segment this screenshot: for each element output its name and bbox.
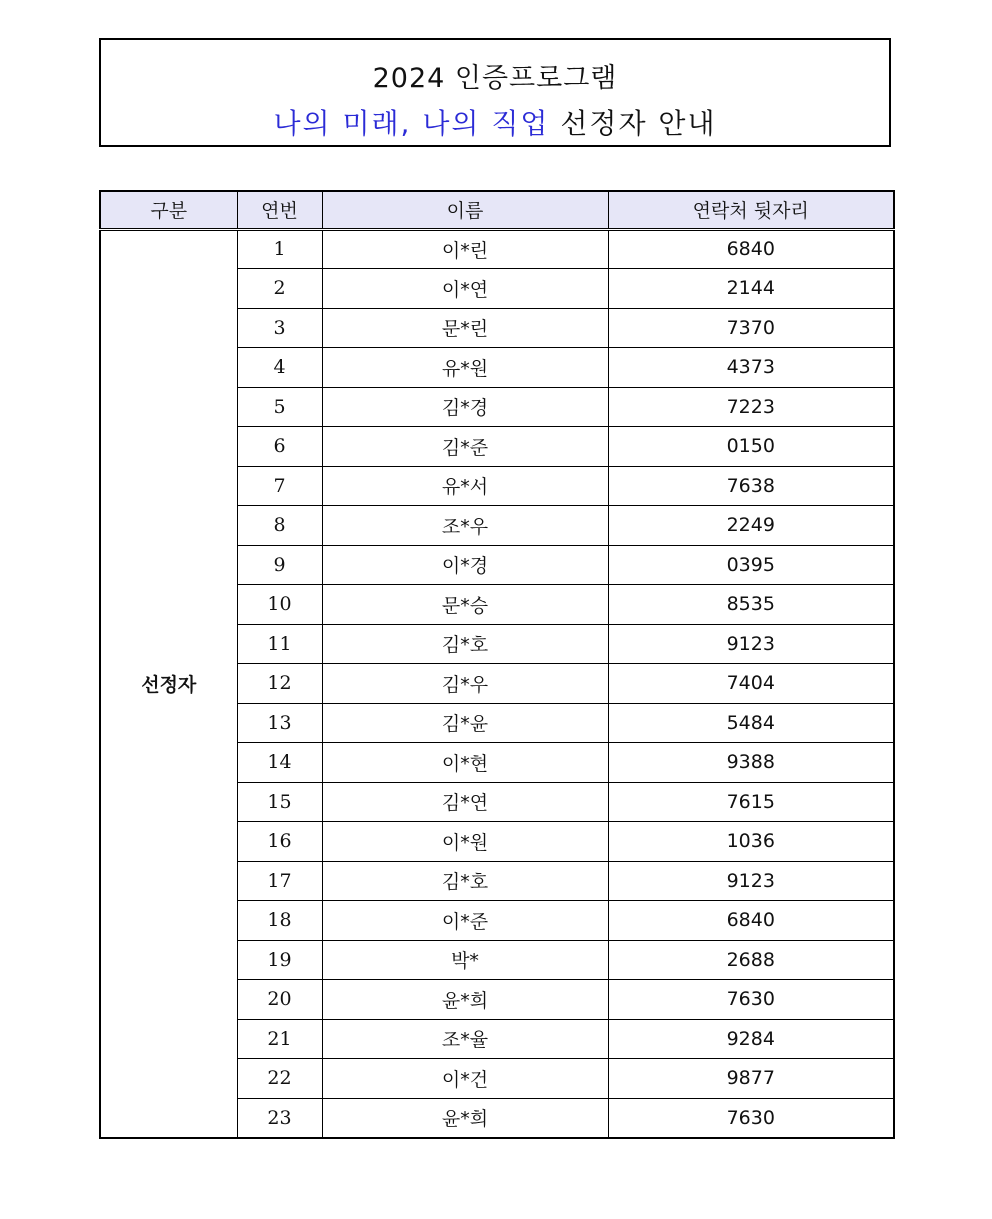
row-number: 16 xyxy=(237,822,322,862)
row-name: 조*우 xyxy=(322,506,608,546)
row-phone: 2249 xyxy=(608,506,894,546)
row-name: 이*건 xyxy=(322,1059,608,1099)
row-number: 1 xyxy=(237,229,322,269)
row-name: 이*원 xyxy=(322,822,608,862)
row-number: 14 xyxy=(237,743,322,783)
row-number: 9 xyxy=(237,545,322,585)
group-label: 선정자 xyxy=(100,229,237,1138)
table-body xyxy=(100,229,894,1138)
row-phone: 7404 xyxy=(608,664,894,704)
row-phone: 7615 xyxy=(608,782,894,822)
row-phone: 8535 xyxy=(608,585,894,625)
row-number: 19 xyxy=(237,940,322,980)
row-phone: 7370 xyxy=(608,308,894,348)
row-name: 윤*희 xyxy=(322,980,608,1020)
row-number: 3 xyxy=(237,308,322,348)
row-phone: 9877 xyxy=(608,1059,894,1099)
row-phone: 9388 xyxy=(608,743,894,783)
row-number: 8 xyxy=(237,506,322,546)
row-number: 7 xyxy=(237,466,322,506)
row-phone: 5484 xyxy=(608,703,894,743)
row-number: 11 xyxy=(237,624,322,664)
row-number: 18 xyxy=(237,901,322,941)
row-name: 이*린 xyxy=(322,229,608,269)
row-number: 2 xyxy=(237,269,322,309)
title-box xyxy=(99,38,891,147)
row-name: 이*현 xyxy=(322,743,608,783)
row-phone: 7630 xyxy=(608,980,894,1020)
header-category: 구분 xyxy=(100,191,237,229)
row-name: 김*경 xyxy=(322,387,608,427)
row-number: 4 xyxy=(237,348,322,388)
row-phone: 2688 xyxy=(608,940,894,980)
subtitle-rest: 선정자 안내 xyxy=(560,107,717,140)
row-number: 12 xyxy=(237,664,322,704)
page-title: 2024 인증프로그램 xyxy=(372,63,618,94)
subtitle-highlight: 나의 미래, 나의 직업 xyxy=(273,107,550,140)
header-phone: 연락처 뒷자리 xyxy=(608,191,894,229)
row-phone: 2144 xyxy=(608,269,894,309)
row-number: 6 xyxy=(237,427,322,467)
selection-table xyxy=(99,190,895,1139)
row-number: 13 xyxy=(237,703,322,743)
row-phone: 6840 xyxy=(608,229,894,269)
row-number: 10 xyxy=(237,585,322,625)
row-phone: 0150 xyxy=(608,427,894,467)
row-phone: 4373 xyxy=(608,348,894,388)
row-phone: 7223 xyxy=(608,387,894,427)
row-phone: 9123 xyxy=(608,624,894,664)
row-name: 유*원 xyxy=(322,348,608,388)
row-name: 김*호 xyxy=(322,624,608,664)
row-number: 23 xyxy=(237,1098,322,1138)
row-number: 15 xyxy=(237,782,322,822)
row-name: 조*율 xyxy=(322,1019,608,1059)
row-name: 윤*희 xyxy=(322,1098,608,1138)
table-header-row xyxy=(100,191,894,229)
row-name: 김*준 xyxy=(322,427,608,467)
row-number: 22 xyxy=(237,1059,322,1099)
row-number: 5 xyxy=(237,387,322,427)
row-name: 김*윤 xyxy=(322,703,608,743)
row-number: 20 xyxy=(237,980,322,1020)
row-name: 김*연 xyxy=(322,782,608,822)
row-name: 박* xyxy=(322,940,608,980)
row-number: 17 xyxy=(237,861,322,901)
page-subtitle xyxy=(101,102,889,142)
row-phone: 0395 xyxy=(608,545,894,585)
row-number: 21 xyxy=(237,1019,322,1059)
row-phone: 9284 xyxy=(608,1019,894,1059)
header-number: 연번 xyxy=(237,191,322,229)
row-name: 김*호 xyxy=(322,861,608,901)
row-phone: 7630 xyxy=(608,1098,894,1138)
row-phone: 7638 xyxy=(608,466,894,506)
row-phone: 1036 xyxy=(608,822,894,862)
row-name: 유*서 xyxy=(322,466,608,506)
row-name: 이*경 xyxy=(322,545,608,585)
row-name: 문*린 xyxy=(322,308,608,348)
row-name: 이*준 xyxy=(322,901,608,941)
table-row xyxy=(100,229,894,269)
row-phone: 6840 xyxy=(608,901,894,941)
row-name: 김*우 xyxy=(322,664,608,704)
header-name: 이름 xyxy=(322,191,608,229)
row-name: 문*승 xyxy=(322,585,608,625)
row-name: 이*연 xyxy=(322,269,608,309)
row-phone: 9123 xyxy=(608,861,894,901)
